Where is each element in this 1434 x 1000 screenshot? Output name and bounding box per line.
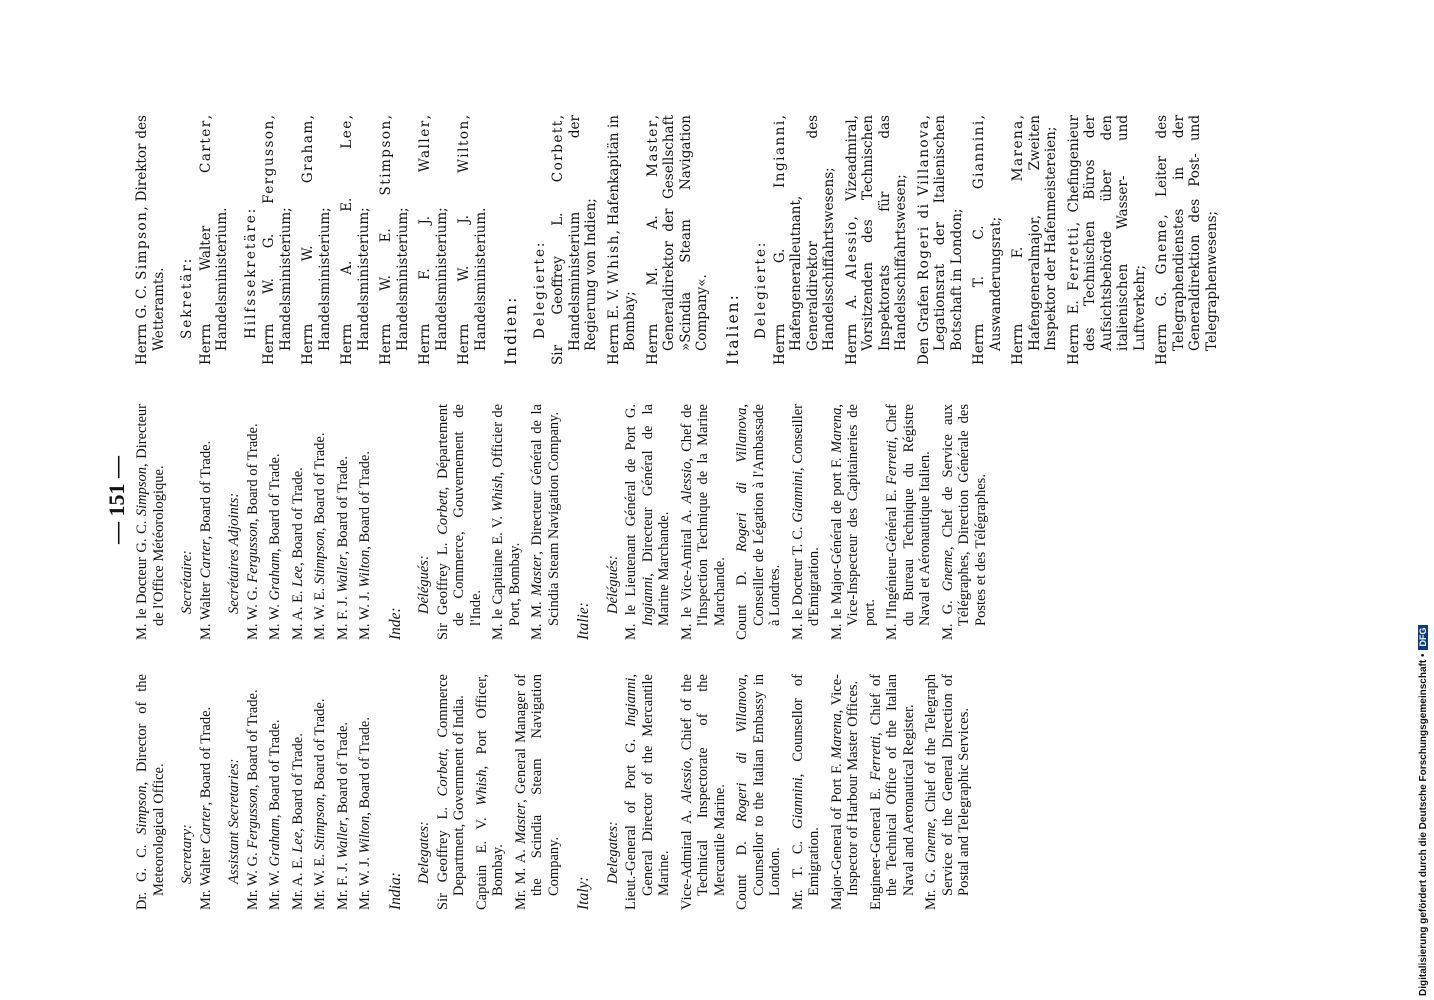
entry-text: , Hafengeneralmajor, Zweiten Inspektor der Hafenmeistereien; xyxy=(1010,115,1059,351)
member-name: Lee xyxy=(289,565,306,587)
entry-text: Count D. xyxy=(734,552,750,640)
entry-text: M. l'Ingénieur-Général E. xyxy=(884,484,900,640)
entry-text: M. le Docteur T. C. xyxy=(789,522,806,640)
member-name: Fergusson xyxy=(244,522,261,583)
member-entry xyxy=(378,115,411,365)
member-entry xyxy=(245,674,262,910)
member-name: Corbett xyxy=(550,119,566,183)
english-column xyxy=(134,674,979,910)
member-entry xyxy=(435,674,468,910)
entry-text: Sir Geoffrey L. xyxy=(550,182,566,365)
entry-text: Herrn T. C. xyxy=(971,189,987,365)
entry-text: Herrn A. E. xyxy=(339,148,355,365)
member-name: Master xyxy=(512,802,529,844)
entry-text: , Leiter des Telegraphendienstes in der Generaldirektion des Post- und Telegraphenwesens; xyxy=(1154,114,1220,351)
entry-text: Mr. W. J. xyxy=(357,853,373,910)
member-entry xyxy=(267,404,284,640)
entry-text: Herrn E. xyxy=(1065,290,1082,365)
entry-text: , Département de Commerce, Gouvernement de l'Inde. xyxy=(434,404,484,626)
member-name: Giannini xyxy=(971,119,987,190)
member-name: Master xyxy=(644,119,661,177)
entry-text: , Handelsministerium. xyxy=(197,115,230,351)
member-name: Alessio xyxy=(678,760,695,803)
entry-text: , Board of Trade. xyxy=(197,440,214,540)
member-name: Simpson xyxy=(134,466,150,517)
member-name: Whish xyxy=(605,234,622,285)
member-entry xyxy=(290,674,307,910)
member-name: Alessio xyxy=(678,461,695,504)
member-entry xyxy=(623,404,673,640)
entry-text: Herrn F. J. xyxy=(417,172,433,365)
entry-text: , Board of Trade. xyxy=(312,698,328,798)
entry-text: Herrn M. A. xyxy=(644,176,661,365)
entry-text: , Counsellor of Emigration. xyxy=(789,674,822,896)
member-name: Simpson xyxy=(134,210,150,280)
entry-text: , Handelsministerium; xyxy=(261,115,294,351)
member-name: Waller xyxy=(334,554,351,593)
entry-text: Sir Geoffrey L. xyxy=(434,796,451,910)
entry-text: Mr. W. xyxy=(267,866,283,910)
section-heading: Delegates: xyxy=(604,821,621,884)
member-name: Fergusson xyxy=(244,788,261,849)
member-entry xyxy=(940,404,990,640)
member-entry xyxy=(417,115,450,365)
entry-text: M. le Vice-Amiral A. xyxy=(678,503,695,640)
member-entry xyxy=(198,404,215,640)
member-name: Marena xyxy=(1010,119,1026,182)
entry-text: , Board of Trade. xyxy=(357,451,373,550)
member-name: Marena xyxy=(828,407,845,453)
entry-text: Dr. G. C. xyxy=(134,834,150,910)
member-name: Ingianni xyxy=(639,576,656,626)
member-name: Ferretti xyxy=(1065,226,1082,291)
member-entry xyxy=(134,674,167,910)
member-name: Fergusson xyxy=(261,119,277,204)
member-name: Master xyxy=(529,554,545,596)
entry-text: Den Grafen xyxy=(915,279,932,365)
member-entry xyxy=(772,115,838,365)
member-entry xyxy=(606,115,639,365)
entry-text: M. A. E. xyxy=(289,586,306,640)
member-name: Marena xyxy=(828,713,845,759)
entry-text: , Vizeadmiral, Vorsitzenden des Technischen Inspektorats für das Handelsschiffahrtswesen; xyxy=(843,115,909,351)
entry-text: M. M. xyxy=(529,595,545,640)
member-name: Stimpson xyxy=(378,119,394,196)
entry-text: , Conseiller d'Emigration. xyxy=(789,404,822,626)
section-heading: Delegates: xyxy=(416,821,432,884)
member-name: Whish xyxy=(490,475,506,512)
entry-text: Herrn W. G. xyxy=(261,203,277,365)
entry-text: Herrn W. xyxy=(300,183,316,365)
country-heading: Inde: xyxy=(386,607,404,640)
member-name: Ferretti xyxy=(867,736,884,781)
entry-text: Mr. F. J. xyxy=(334,858,351,910)
member-entry xyxy=(916,115,966,365)
member-entry xyxy=(339,115,372,365)
section-heading: Sekretär: xyxy=(179,256,195,339)
entry-text: , Counsellor to the Italian Embassy in London. xyxy=(734,674,783,896)
member-name: Ingianni xyxy=(623,677,639,727)
member-entry xyxy=(357,674,374,910)
entry-text: M. Walter xyxy=(197,578,214,640)
page-number: — 151 — xyxy=(104,456,129,544)
member-entry xyxy=(623,674,673,910)
member-entry xyxy=(474,674,507,910)
entry-text: , Chief of the Technical Inspectorate of the Mercantile Marine. xyxy=(678,674,728,896)
entry-text: , Chef du Bureau Technique du Régistre Naval et Aéronautique Italien. xyxy=(884,404,933,626)
entry-text: Count D. xyxy=(734,822,750,910)
member-entry xyxy=(790,404,823,640)
entry-text: Herrn A. xyxy=(843,279,860,365)
digitization-footer xyxy=(1418,16,1429,996)
member-entry xyxy=(884,404,934,640)
member-name: Gneme xyxy=(1154,218,1170,275)
entry-text: M. le Major-Général de port F. xyxy=(828,453,845,640)
member-name: Graham xyxy=(267,818,283,867)
member-name: Giannini xyxy=(789,471,806,523)
member-name: Wilton xyxy=(357,815,373,854)
entry-text: , Vice-Inspecteur des Capitaineries de port. xyxy=(828,404,878,626)
entry-text: , Directeur de l'Office Météorologique. xyxy=(134,404,167,626)
entry-text: , Board of Trade. xyxy=(334,455,351,555)
entry-text: , Handelsministerium der Regierung von Indien; xyxy=(550,115,599,351)
entry-text: , Handelsministerium; xyxy=(378,115,411,351)
entry-text: , Chief of the Telegraph Service of the General Direction of Postal and Telegraphic Services. xyxy=(923,674,972,896)
member-name: Waller xyxy=(417,119,433,173)
entry-text: , Director of the Meteorological Office. xyxy=(134,674,167,896)
member-entry xyxy=(1066,115,1149,365)
member-name: Carter xyxy=(197,119,214,173)
member-entry xyxy=(134,404,167,640)
member-name: Carter xyxy=(197,539,214,579)
member-name: Ferretti xyxy=(884,440,900,485)
member-entry xyxy=(312,674,329,910)
entry-text: Vice-Admiral A. xyxy=(678,802,695,910)
section-heading: Delegierte: xyxy=(531,240,548,339)
entry-text: , Board of Trade. xyxy=(289,467,306,566)
section-heading: Delegierte: xyxy=(753,240,769,339)
entry-text: , Board of Trade. xyxy=(357,717,373,816)
entry-text: , Board of Trade. xyxy=(289,733,306,832)
entry-text: , Handelsministerium; xyxy=(339,115,372,351)
member-entry xyxy=(923,674,973,910)
member-name: Stimpson xyxy=(312,531,328,585)
entry-text: , Board of Trade. xyxy=(197,706,214,806)
entry-text: Herrn G. xyxy=(1154,274,1170,365)
member-entry xyxy=(829,404,879,640)
entry-text: Mr. G. xyxy=(923,862,939,910)
entry-text: , Hafenkapitän in Bombay; xyxy=(605,115,638,351)
entry-text: , Board of Trade. xyxy=(267,453,283,553)
entry-text: , Board of Trade. xyxy=(244,423,261,523)
entry-text: , Handelsministerium; xyxy=(300,115,333,351)
member-name: Waller xyxy=(334,820,351,859)
entry-text: Herrn F. xyxy=(1010,181,1026,365)
member-entry xyxy=(529,404,562,640)
country-heading: Italy: xyxy=(575,876,592,910)
entry-text: M. W. xyxy=(267,600,283,640)
section-heading: Secretary: xyxy=(179,824,195,884)
german-column xyxy=(134,115,1226,365)
member-entry xyxy=(435,404,485,640)
country-heading: India: xyxy=(386,872,404,910)
entry-text: , General Manager of the Scindia Steam Navigation Company. xyxy=(512,674,562,896)
entry-text: , Generaldirektor der Gesellschaft »Scindia Steam Navigation Company«. xyxy=(644,115,710,351)
member-entry xyxy=(312,404,329,640)
entry-text: , Handelsministerium; xyxy=(417,115,450,351)
member-entry xyxy=(490,404,523,640)
entry-text: , Directeur Général de la Marine Marchande. xyxy=(639,404,672,626)
section-heading: Assistant Secretaries: xyxy=(226,758,242,884)
section-heading: Délégués: xyxy=(416,555,432,614)
entry-text: M. W. J. xyxy=(357,587,373,640)
member-entry xyxy=(645,115,711,365)
member-name: Whish xyxy=(473,769,490,806)
entry-text: Herrn W. J. xyxy=(456,172,472,365)
member-entry xyxy=(245,404,262,640)
member-entry xyxy=(198,674,215,910)
entry-text: Engineer-General E. xyxy=(867,780,884,910)
member-entry xyxy=(734,404,784,640)
member-name: Graham xyxy=(267,552,283,601)
member-name: Rogeri di Villanova xyxy=(734,677,750,823)
entry-text: Major-General of Port F. xyxy=(828,758,845,910)
member-name: Gneme xyxy=(939,550,956,592)
member-name: Giannini xyxy=(789,777,806,829)
member-entry xyxy=(357,404,374,640)
member-entry xyxy=(513,674,563,910)
section-heading: Hilfssekretäre: xyxy=(242,206,259,339)
member-entry xyxy=(790,674,823,910)
entry-text: Mr. W. E. xyxy=(312,850,328,910)
member-entry xyxy=(679,404,729,640)
member-name: Wilton xyxy=(456,119,472,173)
member-name: Gneme xyxy=(923,821,939,863)
entry-text: , Hafengeneralleutnant, Generaldirektor des Handelsschiffahrtswesens; xyxy=(771,115,837,351)
member-entry xyxy=(679,674,729,910)
entry-text: , Board of Trade. xyxy=(334,721,351,821)
member-name: Rogeri di Villanova xyxy=(734,407,750,553)
entry-text: , Legationsrat der Italienischen Botschaft in London; xyxy=(915,114,965,351)
entry-text: Herrn G. C. xyxy=(134,279,150,365)
member-entry xyxy=(1154,115,1220,365)
member-name: Simpson xyxy=(134,785,150,835)
entry-text: , Board of Trade. xyxy=(244,689,261,789)
entry-text: , General Director of the Mercantile Marine. xyxy=(623,674,672,896)
entry-text: Mr. W. G. xyxy=(244,848,261,910)
entry-text: , Vice-Inspector of Harbour Master Offices. xyxy=(828,674,861,896)
entry-text: , Board of Trade. xyxy=(267,719,283,819)
entry-text: , Officier de Port, Bombay. xyxy=(490,404,523,626)
entry-text: , Directeur Général de la Scindia Steam Navigation Company. xyxy=(529,404,562,626)
member-entry xyxy=(829,674,862,910)
member-entry xyxy=(290,404,307,640)
member-name: Corbett xyxy=(434,490,451,535)
entry-text: , Commerce Department, Government of India. xyxy=(434,674,467,896)
member-entry xyxy=(261,115,294,365)
entry-text: , Auswanderungsrat; xyxy=(971,115,1004,351)
entry-text: , Chef de Service aux Télégraphes, Direction Générale des Postes et des Télégraphes. xyxy=(939,404,989,626)
member-name: Wilton xyxy=(357,549,373,588)
member-entry xyxy=(971,115,1004,365)
member-name: Alessio xyxy=(843,220,860,280)
entry-text: Mr. Walter xyxy=(197,844,214,910)
member-entry xyxy=(844,115,910,365)
member-entry xyxy=(868,674,918,910)
member-name: Rogeri di Villanova xyxy=(915,119,932,280)
dfg-logo: DFG xyxy=(1418,625,1428,650)
entry-text: Sir Geoffrey L. xyxy=(434,534,451,640)
member-name: Ingianni xyxy=(771,119,788,189)
entry-text: Mr. A. E. xyxy=(289,852,306,910)
entry-text: Lieut.-General of Port G. xyxy=(623,726,639,910)
country-heading: Italien: xyxy=(723,293,742,365)
french-column xyxy=(134,404,995,640)
entry-text: Mr. M. A. xyxy=(512,843,529,910)
entry-text: , Chief of the Technical Office of the Italian Naval and Aeronautical Register. xyxy=(867,673,917,896)
entry-text: M. le Lieutenant Général de Port G. xyxy=(623,404,639,640)
entry-text: Herrn E. V. xyxy=(605,284,622,365)
entry-text: Mr. T. C. xyxy=(789,828,806,910)
entry-text: , Port Officer, Bombay. xyxy=(473,674,506,896)
member-name: Lee xyxy=(339,119,355,149)
entry-text: , Handelsministerium. xyxy=(456,115,489,351)
member-entry xyxy=(198,115,231,365)
member-name: Carter xyxy=(197,805,214,845)
entry-text: , Chefingenieur des Technischen Büros der Aufsichtsbehörde über den italienischen Wasser- und Luftverkehr; xyxy=(1065,115,1148,351)
entry-text: M. F. J. xyxy=(334,592,351,640)
section-heading: Secrétaires Adjoints: xyxy=(226,492,242,614)
member-name: Corbett xyxy=(434,752,451,797)
entry-text: Herrn W. E. xyxy=(378,195,394,365)
entry-text: M. le Capitaine E. V. xyxy=(490,511,506,640)
entry-text: Herrn Walter xyxy=(197,173,214,365)
member-name: Graham xyxy=(300,119,316,184)
country-heading: Indien: xyxy=(502,295,520,365)
entry-text: , Chef de l'Inspection Technique de la Marine Marchande. xyxy=(678,404,728,626)
entry-text: M. le Docteur G. C. xyxy=(134,516,150,640)
entry-text: , Conseiller de Légation à l'Ambassade à Londres. xyxy=(734,404,783,626)
member-entry xyxy=(335,404,352,640)
member-entry xyxy=(335,674,352,910)
member-entry xyxy=(134,115,167,365)
entry-text: M. W. G. xyxy=(244,582,261,640)
member-name: Lee xyxy=(289,831,306,853)
member-entry xyxy=(550,115,600,365)
entry-text: Herrn G. xyxy=(771,188,788,365)
member-entry xyxy=(456,115,489,365)
member-entry xyxy=(1010,115,1060,365)
footer-text: Digitalisierung gefördert durch die Deutsche Forschungsgemeinschaft • xyxy=(1418,653,1429,996)
country-heading: Italie: xyxy=(575,602,592,640)
entry-text: , Direktor des Wetteramts. xyxy=(134,115,167,351)
entry-text: M. W. E. xyxy=(312,584,328,640)
member-entry xyxy=(267,674,284,910)
member-name: Stimpson xyxy=(312,797,328,851)
entry-text: , Board of Trade. xyxy=(312,432,328,532)
member-entry xyxy=(734,674,784,910)
section-heading: Secrétaire: xyxy=(179,550,195,614)
entry-text: M. G. xyxy=(939,591,956,640)
member-entry xyxy=(300,115,333,365)
entry-text: Captain E. V. xyxy=(473,805,490,910)
section-heading: Délégués: xyxy=(604,555,621,614)
